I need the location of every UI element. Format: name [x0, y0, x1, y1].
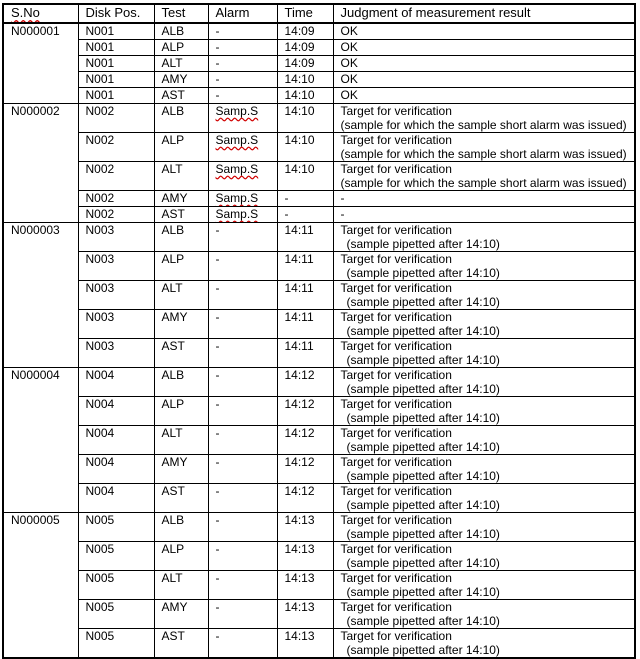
judgment-line-2: (sample pipetted after 14:10) [346, 266, 500, 280]
judgment-cell [333, 56, 635, 72]
alarm-value: - [215, 252, 220, 266]
judgment-cell [333, 571, 635, 600]
table-row [3, 542, 635, 571]
time-cell: 14:13 [277, 542, 333, 571]
alarm-cell [208, 484, 277, 513]
alarm-value: - [215, 24, 220, 38]
time-cell: 14:12 [277, 397, 333, 426]
judgment-line-1: OK [340, 24, 358, 38]
judgment-cell [333, 281, 635, 310]
table-row [3, 455, 635, 484]
time-cell: 14:13 [277, 629, 333, 659]
judgment-line-1: Target for verification [340, 310, 452, 324]
alarm-value: - [215, 56, 220, 70]
table-row [3, 571, 635, 600]
alarm-cell [208, 629, 277, 659]
table-row [3, 426, 635, 455]
alarm-value: - [215, 513, 220, 527]
judgment-line-1: OK [340, 40, 358, 54]
test-cell: ALT [154, 426, 208, 455]
table-row [3, 484, 635, 513]
judgment-line-1: Target for verification [340, 223, 452, 237]
judgment-line-1: OK [340, 72, 358, 86]
table-row [3, 513, 635, 542]
table-row [3, 162, 635, 191]
alarm-value: Samp.S [215, 133, 259, 147]
disk-position-cell: N004 [78, 426, 154, 455]
test-cell: AST [154, 484, 208, 513]
table-row [3, 207, 635, 223]
judgment-line-1: - [340, 207, 345, 221]
test-cell: ALB [154, 368, 208, 397]
header-time: Time [277, 4, 333, 23]
alarm-value: - [215, 281, 220, 295]
disk-position-cell: N001 [78, 56, 154, 72]
alarm-value: - [215, 629, 220, 643]
judgment-line-2: (sample pipetted after 14:10) [346, 643, 500, 657]
judgment-line-1: Target for verification [340, 397, 452, 411]
table-row [3, 88, 635, 104]
test-cell: ALP [154, 133, 208, 162]
test-cell: ALP [154, 397, 208, 426]
judgment-line-2: (sample pipetted after 14:10) [346, 614, 500, 628]
alarm-value: - [215, 484, 220, 498]
table-row [3, 629, 635, 659]
table-row [3, 397, 635, 426]
disk-position-cell: N004 [78, 397, 154, 426]
judgment-line-2: (sample pipetted after 14:10) [346, 469, 500, 483]
time-cell: 14:12 [277, 368, 333, 397]
judgment-line-1: Target for verification [340, 133, 452, 147]
disk-position-cell: N001 [78, 23, 154, 40]
judgment-line-1: OK [340, 56, 358, 70]
judgment-cell [333, 133, 635, 162]
test-cell: ALB [154, 223, 208, 252]
judgment-line-1: Target for verification [340, 104, 452, 118]
disk-position-cell: N003 [78, 281, 154, 310]
judgment-line-1: Target for verification [340, 455, 452, 469]
judgment-line-2: (sample pipetted after 14:10) [346, 440, 500, 454]
alarm-cell [208, 40, 277, 56]
judgment-line-1: Target for verification [340, 571, 452, 585]
judgment-line-1: Target for verification [340, 600, 452, 614]
time-cell: 14:10 [277, 133, 333, 162]
test-cell: AST [154, 629, 208, 659]
judgment-cell [333, 252, 635, 281]
judgment-line-1: - [340, 191, 345, 205]
alarm-cell [208, 600, 277, 629]
judgment-cell [333, 88, 635, 104]
alarm-cell [208, 281, 277, 310]
test-cell: AMY [154, 310, 208, 339]
time-cell: 14:10 [277, 104, 333, 133]
test-cell: ALT [154, 56, 208, 72]
judgment-cell [333, 455, 635, 484]
judgment-line-2: (sample for which the sample short alarm was issued) [340, 118, 627, 132]
table-row [3, 339, 635, 368]
time-cell: 14:10 [277, 88, 333, 104]
test-cell: AST [154, 339, 208, 368]
judgment-line-2: (sample pipetted after 14:10) [346, 556, 500, 570]
alarm-value: - [215, 88, 220, 102]
judgment-cell [333, 191, 635, 207]
time-cell: 14:09 [277, 56, 333, 72]
header-row [3, 4, 635, 23]
judgment-cell [333, 542, 635, 571]
judgment-cell [333, 484, 635, 513]
judgment-line-2: (sample pipetted after 14:10) [346, 527, 500, 541]
judgment-cell [333, 23, 635, 40]
alarm-value: - [215, 223, 220, 237]
table-row [3, 72, 635, 88]
table-row [3, 104, 635, 133]
alarm-value: Samp.S [215, 191, 259, 205]
disk-position-cell: N005 [78, 600, 154, 629]
judgment-line-1: Target for verification [340, 368, 452, 382]
disk-position-cell: N002 [78, 104, 154, 133]
alarm-cell [208, 133, 277, 162]
judgment-line-1: OK [340, 88, 358, 102]
header-sno: S.No [3, 4, 78, 23]
test-cell: AMY [154, 455, 208, 484]
time-cell: 14:09 [277, 40, 333, 56]
alarm-value: - [215, 426, 220, 440]
disk-position-cell: N001 [78, 88, 154, 104]
judgment-line-2: (sample pipetted after 14:10) [346, 382, 500, 396]
judgment-line-2: (sample pipetted after 14:10) [346, 585, 500, 599]
disk-position-cell: N004 [78, 368, 154, 397]
sample-number-cell: N000001 [3, 23, 78, 104]
disk-position-cell: N002 [78, 162, 154, 191]
table-row [3, 310, 635, 339]
table-row [3, 133, 635, 162]
time-cell: 14:11 [277, 339, 333, 368]
alarm-cell [208, 571, 277, 600]
header-alarm: Alarm [208, 4, 277, 23]
time-cell: 14:13 [277, 600, 333, 629]
test-cell: ALB [154, 23, 208, 40]
alarm-cell [208, 223, 277, 252]
alarm-cell [208, 368, 277, 397]
alarm-cell [208, 23, 277, 40]
time-cell: 14:11 [277, 252, 333, 281]
test-cell: AST [154, 88, 208, 104]
test-cell: AMY [154, 72, 208, 88]
time-cell: 14:12 [277, 455, 333, 484]
time-cell: 14:13 [277, 571, 333, 600]
judgment-line-2: (sample pipetted after 14:10) [346, 411, 500, 425]
table-row [3, 191, 635, 207]
disk-position-cell: N003 [78, 252, 154, 281]
judgment-cell [333, 339, 635, 368]
time-cell: 14:09 [277, 23, 333, 40]
disk-position-cell: N003 [78, 339, 154, 368]
alarm-value: Samp.S [215, 104, 259, 118]
disk-position-cell: N005 [78, 542, 154, 571]
table-row [3, 56, 635, 72]
judgment-line-2: (sample pipetted after 14:10) [346, 237, 500, 251]
judgment-cell [333, 40, 635, 56]
judgment-cell [333, 397, 635, 426]
alarm-value: - [215, 310, 220, 324]
time-cell: 14:12 [277, 426, 333, 455]
judgment-cell [333, 368, 635, 397]
alarm-cell [208, 207, 277, 223]
test-cell: AMY [154, 600, 208, 629]
sample-number-cell: N000005 [3, 513, 78, 659]
alarm-value: - [215, 397, 220, 411]
judgment-cell [333, 629, 635, 659]
alarm-value: - [215, 571, 220, 585]
judgment-line-2: (sample for which the sample short alarm was issued) [340, 176, 627, 190]
time-cell: 14:10 [277, 162, 333, 191]
header-disk-pos: Disk Pos. [78, 4, 154, 23]
disk-position-cell: N002 [78, 191, 154, 207]
judgment-line-1: Target for verification [340, 629, 452, 643]
table-row [3, 252, 635, 281]
judgment-line-1: Target for verification [340, 542, 452, 556]
alarm-value: - [215, 542, 220, 556]
disk-position-cell: N001 [78, 40, 154, 56]
time-cell: - [277, 191, 333, 207]
sample-number-cell: N000003 [3, 223, 78, 368]
alarm-value: - [215, 72, 220, 86]
disk-position-cell: N004 [78, 455, 154, 484]
disk-position-cell: N002 [78, 133, 154, 162]
test-cell: AST [154, 207, 208, 223]
time-cell: 14:12 [277, 484, 333, 513]
alarm-cell [208, 88, 277, 104]
alarm-cell [208, 104, 277, 133]
time-cell: 14:11 [277, 223, 333, 252]
sample-number-cell: N000002 [3, 104, 78, 223]
alarm-value: Samp.S [215, 207, 259, 221]
table-row [3, 40, 635, 56]
test-cell: ALT [154, 571, 208, 600]
judgment-cell [333, 310, 635, 339]
judgment-line-2: (sample pipetted after 14:10) [346, 353, 500, 367]
test-cell: AMY [154, 191, 208, 207]
disk-position-cell: N002 [78, 207, 154, 223]
table-row [3, 23, 635, 40]
judgment-line-1: Target for verification [340, 426, 452, 440]
sample-number-cell: N000004 [3, 368, 78, 513]
judgment-cell [333, 162, 635, 191]
time-cell: 14:13 [277, 513, 333, 542]
alarm-cell [208, 162, 277, 191]
alarm-cell [208, 56, 277, 72]
results-body [3, 23, 635, 658]
disk-position-cell: N003 [78, 310, 154, 339]
disk-position-cell: N004 [78, 484, 154, 513]
test-cell: ALP [154, 542, 208, 571]
test-cell: ALP [154, 252, 208, 281]
alarm-value: - [215, 600, 220, 614]
alarm-cell [208, 542, 277, 571]
judgment-cell [333, 72, 635, 88]
judgment-line-1: Target for verification [340, 252, 452, 266]
alarm-value: - [215, 339, 220, 353]
disk-position-cell: N005 [78, 629, 154, 659]
judgment-cell [333, 104, 635, 133]
alarm-value: - [215, 368, 220, 382]
judgment-cell [333, 513, 635, 542]
judgment-cell [333, 600, 635, 629]
alarm-value: Samp.S [215, 162, 259, 176]
time-cell: 14:10 [277, 72, 333, 88]
disk-position-cell: N005 [78, 571, 154, 600]
judgment-line-1: Target for verification [340, 162, 452, 176]
time-cell: - [277, 207, 333, 223]
judgment-line-1: Target for verification [340, 513, 452, 527]
alarm-cell [208, 72, 277, 88]
judgment-line-2: (sample pipetted after 14:10) [346, 324, 500, 338]
header-test: Test [154, 4, 208, 23]
judgment-line-1: Target for verification [340, 281, 452, 295]
alarm-cell [208, 455, 277, 484]
alarm-cell [208, 191, 277, 207]
table-row [3, 368, 635, 397]
test-cell: ALB [154, 513, 208, 542]
test-cell: ALT [154, 281, 208, 310]
disk-position-cell: N005 [78, 513, 154, 542]
table-row [3, 223, 635, 252]
alarm-cell [208, 397, 277, 426]
judgment-line-2: (sample pipetted after 14:10) [346, 498, 500, 512]
table-row [3, 600, 635, 629]
alarm-cell [208, 310, 277, 339]
disk-position-cell: N003 [78, 223, 154, 252]
test-cell: ALP [154, 40, 208, 56]
judgment-line-1: Target for verification [340, 339, 452, 353]
time-cell: 14:11 [277, 281, 333, 310]
header-judgment: Judgment of measurement result [333, 4, 635, 23]
judgment-cell [333, 223, 635, 252]
alarm-cell [208, 513, 277, 542]
measurement-results-table [2, 3, 636, 659]
judgment-cell [333, 426, 635, 455]
disk-position-cell: N001 [78, 72, 154, 88]
time-cell: 14:11 [277, 310, 333, 339]
judgment-line-2: (sample for which the sample short alarm was issued) [340, 147, 627, 161]
test-cell: ALT [154, 162, 208, 191]
alarm-cell [208, 339, 277, 368]
alarm-value: - [215, 455, 220, 469]
alarm-value: - [215, 40, 220, 54]
test-cell: ALB [154, 104, 208, 133]
alarm-cell [208, 426, 277, 455]
alarm-cell [208, 252, 277, 281]
judgment-line-2: (sample pipetted after 14:10) [346, 295, 500, 309]
table-row [3, 281, 635, 310]
judgment-line-1: Target for verification [340, 484, 452, 498]
judgment-cell [333, 207, 635, 223]
